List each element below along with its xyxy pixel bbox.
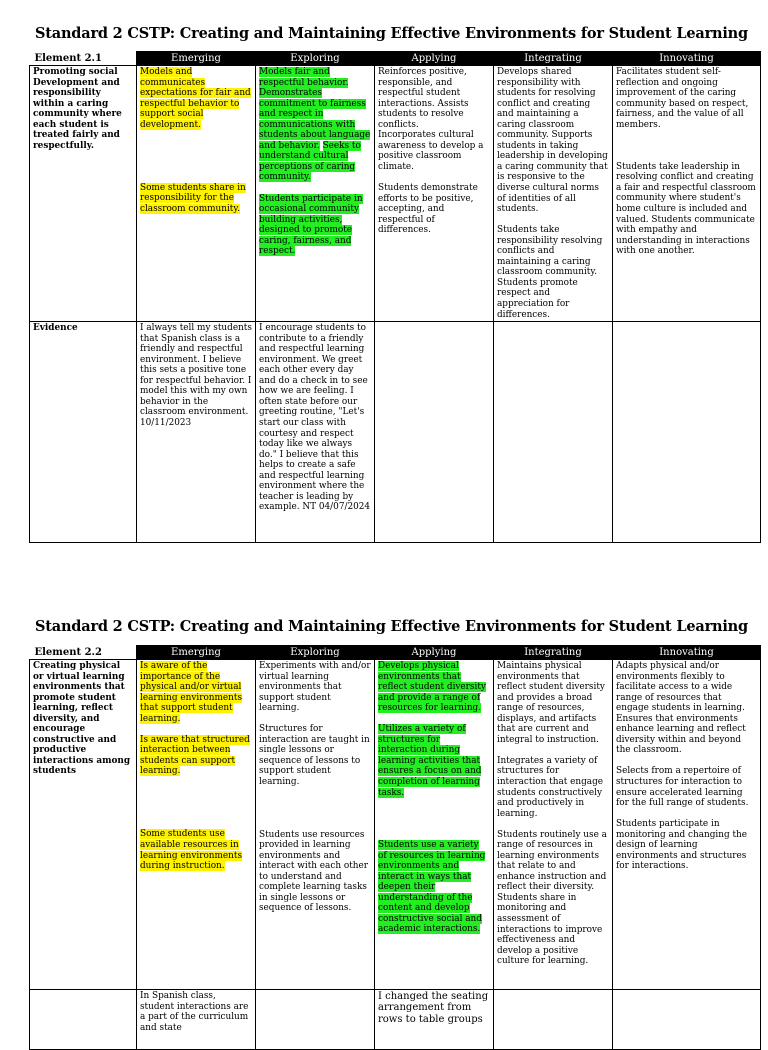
evidence-text: In Spanish class, student interactions are a part of the curriculum and state <box>140 991 249 1033</box>
column-header-exploring: Exploring <box>256 646 375 660</box>
cell-text: Selects from a repertoire of structures for interaction to ensure accelerated learning for the full range of students. <box>616 766 749 809</box>
highlighted-text: Models fair and respectful behavior. Demonstrates commitment to fairness and respect in communications with students about language and behavior. <box>259 67 371 151</box>
evidence-text: I changed the seating arrangement from rows to table groups <box>378 991 489 1025</box>
column-header-exploring: Exploring <box>256 52 375 66</box>
evidence-innovating <box>613 990 761 1050</box>
page-title-1: Standard 2 CSTP: Creating and Maintaining Effective Environments for Student Learning <box>35 25 748 42</box>
column-header-emerging: Emerging <box>137 52 256 66</box>
highlighted-text: Is aware of the importance of the physical and/or virtual learning environments that support student learning. <box>140 661 243 724</box>
cell-innovating <box>613 660 761 990</box>
column-header-applying: Applying <box>375 646 494 660</box>
cell-text: Students take leadership in resolving conflict and creating a fair and respectful classroom community where student's home culture is included and valued. Students communicate with empathy and understanding in interactions with one another. <box>616 161 756 257</box>
cell-exploring <box>256 660 375 990</box>
evidence-applying <box>375 322 494 543</box>
cell-text: Students routinely use a range of resources in learning environments that relate to and enhance instruction and reflect their diversity. Students share in monitoring and assessment of interactions to improve effectiveness and develop a positive culture for learning. <box>497 829 607 967</box>
cell-emerging <box>137 660 256 990</box>
evidence-emerging <box>137 990 256 1050</box>
element-label: Element 2.1 <box>30 52 137 66</box>
cell-text: Incorporates cultural awareness to develop a positive classroom climate. <box>378 130 484 172</box>
evidence-emerging <box>137 322 256 543</box>
highlighted-text: Utilizes a variety of structures for interaction during learning activities that ensures a focus on and completion of learning tasks. <box>378 724 482 798</box>
cell-applying <box>375 660 494 990</box>
page-title-2: Standard 2 CSTP: Creating and Maintaining Effective Environments for Student Learning <box>35 618 748 635</box>
cell-integrating <box>494 660 613 990</box>
row-label-evidence: Evidence <box>30 322 137 543</box>
cell-text: Students use resources provided in learning environments and interact with each other to understand and complete learning tasks in single lessons or sequence of lessons. <box>259 829 368 914</box>
highlighted-text: Develops physical environments that reflect student diversity and provide a range of resources for learning. <box>378 661 486 714</box>
rubric-table-element-2-1 <box>29 51 761 543</box>
evidence-applying <box>375 990 494 1050</box>
cell-emerging <box>137 66 256 322</box>
highlighted-text: Is aware that structured interaction between students can support learning. <box>140 734 250 777</box>
highlighted-text: Models and communicates expectations for fair and respectful behavior to support social development. <box>140 67 251 130</box>
cell-text: Integrates a variety of structures for interaction that engage students constructively and productively in learning. <box>497 755 603 819</box>
row-label: Promoting social Development and responsibility within a caring community where each student is treated fairly and respectfully. <box>30 66 137 322</box>
evidence-exploring <box>256 322 375 543</box>
cell-text: Students participate in monitoring and changing the design of learning environments and structures for interactions. <box>616 819 747 872</box>
rubric-table-element-2-2 <box>29 645 761 1050</box>
element-label: Element 2.2 <box>30 646 137 660</box>
cell-text: Students take responsibility resolving conflicts and maintaining a caring classroom community. Students promote respect and appreciation for differences. <box>497 225 603 320</box>
cell-text: Facilitates student self-reflection and ongoing improvement of the caring community based on respect, fairness, and the value of all members. <box>616 67 749 130</box>
cell-text: Maintains physical environments that reflect student diversity and provides a broad range of resources, displays, and artifacts that are current and integral to instruction. <box>497 661 605 745</box>
cell-integrating <box>494 66 613 322</box>
cell-text: Develops shared responsibility with students for resolving conflict and creating and maintaining a caring classroom community. Supports students in taking leadership in developing a caring community that is responsive to the diverse cultural norms of identities of all students. <box>497 67 608 215</box>
cell-text: Students demonstrate efforts to be positive, accepting, and respectful of differences. <box>378 182 478 236</box>
highlighted-text: Seeks to understand cultural perceptions of caring community. <box>259 140 361 183</box>
evidence-exploring <box>256 990 375 1050</box>
cell-innovating <box>613 66 761 322</box>
evidence-integrating <box>494 322 613 543</box>
row-label-evidence <box>30 990 137 1050</box>
evidence-innovating <box>613 322 761 543</box>
cell-text: Experiments with and/or virtual learning environments that support student learning. <box>259 661 371 714</box>
column-header-innovating: Innovating <box>613 646 761 660</box>
row-label: Creating physical or virtual learning environments that promote student learning, reflect diversity, and encourage constructive and productive interactions among students <box>30 660 137 990</box>
highlighted-text: Students use a variety of resources in learning environments and interact in ways that deepen their understanding of the content and develop constructive social and academic interactions. <box>378 840 486 935</box>
cell-exploring <box>256 66 375 322</box>
cell-text: Adapts physical and/or environments flexibly to facilitate access to a wide range of resources that engage students in learning. Ensures that environments enhance learning and reflect diversity within and beyond the classroom. <box>616 661 746 756</box>
evidence-integrating <box>494 990 613 1050</box>
column-header-integrating: Integrating <box>494 52 613 66</box>
cell-text: Structures for interaction are taught in single lessons or sequence of lessons to support student learning. <box>259 724 370 787</box>
highlighted-text: Students participate in occasional community building activities, designed to promote caring, fairness, and respect. <box>259 193 363 257</box>
column-header-emerging: Emerging <box>137 646 256 660</box>
column-header-innovating: Innovating <box>613 52 761 66</box>
cell-text: Reinforces positive, responsible, and respectful student interactions. Assists students to resolve conflicts. <box>378 67 469 130</box>
evidence-text: I encourage students to contribute to a friendly and respectful learning environment. We greet each other every day and do a check in to see how we are feeling. I often state before our greeting routine, "Let's start our class with courtesy and respect today like we always do." I believe that this helps to create a safe and respectful learning environment where the teacher is leading by example. NT 04/07/2024 <box>259 323 371 513</box>
evidence-text: I always tell my students that Spanish class is a friendly and respectful environment. I believe this sets a positive tone for respectful behavior. I model this with my own behavior in the classroom environment. 10/11/2023 <box>140 323 252 428</box>
highlighted-text: Some students use available resources in learning environments during instruction. <box>140 829 243 872</box>
column-header-integrating: Integrating <box>494 646 613 660</box>
cell-applying <box>375 66 494 322</box>
highlighted-text: Some students share in responsibility for the classroom community. <box>140 182 246 214</box>
column-header-applying: Applying <box>375 52 494 66</box>
